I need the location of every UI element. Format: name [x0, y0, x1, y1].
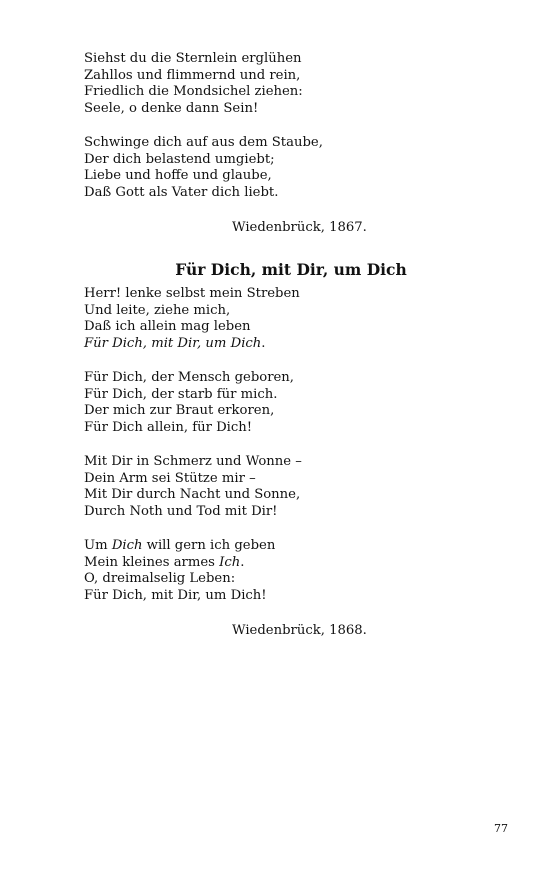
italic-word: Ich — [219, 554, 241, 570]
verse-line: Für Dich allein, für Dich! — [84, 419, 253, 435]
verse-line: Herr! lenke selbst mein Streben — [84, 286, 300, 301]
verse-line: Der mich zur Braut erkoren, — [84, 403, 275, 419]
verse-line: Zahllos und flimmernd und rein, — [84, 67, 301, 83]
poem1-place-date: Wiedenbrück, 1867. — [232, 220, 367, 235]
verse-line: Siehst du die Sternlein erglühen — [84, 51, 302, 66]
poem1-stanza-2 — [84, 135, 474, 201]
poem2-stanza-2 — [84, 370, 474, 436]
poem2-stanza-3 — [84, 454, 474, 520]
poem-title: Für Dich, mit Dir, um Dich — [175, 260, 407, 279]
verse-line: Daß Gott als Vater dich liebt. — [84, 184, 279, 200]
verse-line: Friedlich die Mondsichel ziehen: — [84, 84, 303, 100]
poem1-stanza-1 — [84, 51, 474, 117]
verse-line: Der dich belastend umgiebt; — [84, 151, 275, 167]
verse-line: Liebe und hoffe und glaube, — [84, 168, 272, 184]
verse-line: O, dreimalselig Leben: — [84, 571, 236, 587]
verse-punctuation: . — [261, 335, 266, 351]
verse-line: Und leite, ziehe mich, — [84, 302, 231, 318]
verse-line: Dein Arm sei Stütze mir – — [84, 470, 256, 486]
verse-line — [84, 336, 474, 353]
poem2-stanza-4 — [84, 538, 474, 604]
verse-line: Durch Noth und Tod mit Dir! — [84, 503, 278, 519]
verse-line — [84, 538, 474, 555]
verse-line: Daß ich allein mag leben — [84, 319, 251, 335]
verse-line: Für Dich, der starb für mich. — [84, 386, 278, 402]
verse-line: Schwinge dich auf aus dem Staube, — [84, 135, 323, 150]
verse-punctuation: . — [240, 554, 245, 570]
verse-line: Für Dich, der Mensch geboren, — [84, 370, 294, 385]
verse-text: will gern ich geben — [142, 538, 276, 553]
poem2-place-date: Wiedenbrück, 1868. — [232, 623, 367, 638]
verse-line: Seele, o denke dann Sein! — [84, 100, 259, 116]
verse-line: Mit Dir in Schmerz und Wonne – — [84, 454, 302, 469]
italic-refrain: Für Dich, mit Dir, um Dich — [84, 335, 262, 351]
verse-text: Um — [84, 538, 112, 553]
poem2-stanza-1 — [84, 286, 474, 352]
verse-line: Mit Dir durch Nacht und Sonne, — [84, 487, 301, 503]
verse-line — [84, 555, 474, 572]
page-number: 77 — [494, 822, 508, 835]
italic-word: Dich — [111, 538, 143, 553]
verse-text: Mein kleines armes — [84, 554, 220, 570]
verse-line: Für Dich, mit Dir, um Dich! — [84, 587, 267, 603]
